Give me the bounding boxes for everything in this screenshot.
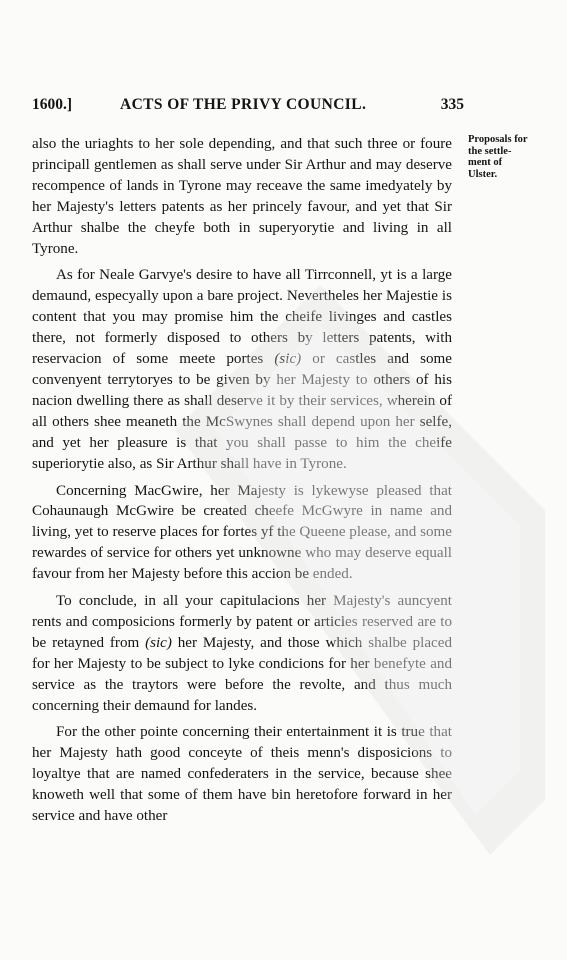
page-number: 335 [440,96,464,113]
marginal-note [468,134,538,180]
paragraph [32,591,452,716]
sic-annotation: (sic) [145,634,172,651]
paragraph-text: or castles and some convenyent terrytoryes to be given by her Majesty to others of his nacion dwelling there as shall deserve it by their services, wherein of all others shee meaneth the McSwynes shall depend upon her selfe, and yet her pleasure is that you shall passe to him the cheife superiorytie also, as Sir Arthur shall have in Tyrone. [32,351,452,472]
paragraph-text: For the other pointe concerning their entertainment it is true that her Majesty hath good conceyte of theis menn's disposicions to loyaltye that are named confederaters in the service, because shee knoweth well that some of them have bin heretofore forward in her service and have other [32,724,452,825]
paragraph [32,265,452,474]
marginal-note-line: Ulster. [468,168,498,180]
sic-annotation: (sic) [274,351,302,368]
marginal-note-line: ment of [468,157,503,168]
page-header [32,96,464,120]
paragraph-text: Concerning MacGwire, her Majesty is lykewyse pleased that Cohaunaugh McGwire be created cheefe McGwyre in name and living, yet to reserve places for fortes yf the Queene please, and some rewardes of service for others yet unknowne who may deserve equall favour from her Majesty before this accion be ended. [32,482,452,583]
paragraph [32,722,452,827]
paragraph [32,134,452,259]
marginal-note-line: the settle- [468,145,512,157]
paragraph-text: her Majesty, and those which shalbe placed for her Majesty to be subject to lyke condicions for her benefyte and service as the traytors were before the revolte, and thus much concerning their demaund for landes. [32,634,452,714]
paragraph-text: To conclude, in all your capitulacions her Majesty's auncyent rents and composicions formerly by patent or articles reserved are to be retayned from [32,593,452,651]
header-year: 1600.] [32,96,73,113]
paragraph [32,481,452,586]
body-text [32,134,452,833]
paragraph-text: As for Neale Garvye's desire to have all Tirrconnell, yt is a large demaund, especyally upon a bare project. Nevertheles her Majestie is content that you may promise him the cheife livinges and castles there, not formerly disposed to others by letters patents, with reservacion of some meete portes [32,267,452,368]
running-title: ACTS OF THE PRIVY COUNCIL. [120,96,367,113]
paragraph-text: also the uriaghts to her sole depending, and that such three or foure principall gentlemen as shall serve under Sir Arthur and may deserve recompence of lands in Tyrone may receave the same imedyately by her Majesty's letters patents as her princely favour, and yet that Sir Arthur shalbe the cheyfe both in superyorytie and living in all Tyrone. [32,136,452,257]
marginal-note-line: Proposals for [468,134,528,145]
